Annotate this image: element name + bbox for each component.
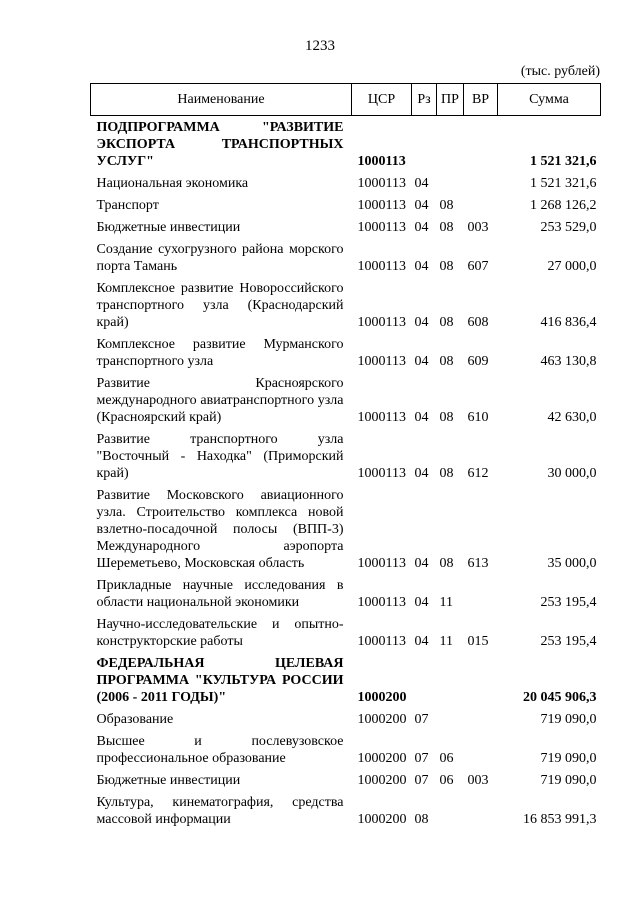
cell-name: Прикладные научные исследования в области национальной экономики (96, 578, 344, 610)
cell-vr: 610 (467, 410, 489, 425)
cell-pr (437, 172, 464, 194)
cell-pr (437, 708, 464, 730)
cell-pr: 08 (439, 259, 454, 274)
cell-vr (464, 172, 498, 194)
cell-sum: 1 521 321,6 (530, 154, 597, 169)
cell-csr: 1000113 (357, 354, 406, 369)
cell-name: Развитие транспортного узла "Восточный - Находка" (Приморский край) (96, 432, 344, 481)
cell-rz (412, 116, 437, 173)
cell-name: Бюджетные инвестиции (96, 773, 241, 788)
cell-vr: 003 (467, 220, 489, 235)
cell-rz: 04 (414, 410, 429, 425)
header-pr: ПР (437, 84, 464, 116)
cell-name: ПОДПРОГРАММА "РАЗВИТИЕ ЭКСПОРТА ТРАНСПОРТНЫХ УСЛУГ" (96, 120, 344, 169)
cell-sum: 1 268 126,2 (530, 198, 597, 213)
cell-rz: 04 (414, 595, 429, 610)
cell-pr (437, 116, 464, 173)
table-row (91, 769, 601, 791)
cell-rz: 04 (414, 354, 429, 369)
cell-csr: 1000200 (357, 751, 407, 766)
cell-pr (437, 652, 464, 708)
table-row (91, 216, 601, 238)
table-row (91, 484, 601, 574)
cell-pr: 08 (439, 466, 454, 481)
table-row (91, 428, 601, 484)
table-header (91, 84, 601, 116)
table-row (91, 791, 601, 830)
cell-csr: 1000113 (357, 466, 406, 481)
cell-name: Комплексное развитие Новороссийского транспортного узла (Краснодарский край) (96, 281, 344, 330)
cell-name: Культура, кинематография, средства массовой информации (96, 795, 344, 827)
cell-csr: 1000113 (357, 556, 406, 571)
cell-sum: 27 000,0 (547, 259, 597, 274)
table-row (91, 333, 601, 372)
cell-vr: 608 (467, 315, 489, 330)
cell-csr: 1000113 (357, 198, 406, 213)
cell-csr: 1000200 (357, 690, 407, 705)
cell-sum: 416 836,4 (540, 315, 597, 330)
cell-sum: 719 090,0 (540, 712, 597, 727)
cell-sum: 719 090,0 (540, 751, 597, 766)
cell-name: Развитие Красноярского международного авиатранспортного узла (Красноярский край) (96, 376, 344, 425)
cell-rz: 04 (414, 556, 429, 571)
table-body (91, 116, 601, 831)
cell-pr (437, 791, 464, 830)
cell-csr: 1000113 (357, 154, 406, 169)
table-row (91, 708, 601, 730)
header-sum: Сумма (498, 84, 601, 116)
cell-sum: 1 521 321,6 (530, 176, 597, 191)
cell-rz: 07 (414, 773, 429, 788)
cell-csr: 1000113 (357, 220, 406, 235)
cell-vr: 003 (467, 773, 489, 788)
cell-pr: 06 (439, 751, 454, 766)
cell-vr (464, 708, 498, 730)
cell-vr (464, 730, 498, 769)
cell-pr: 08 (439, 556, 454, 571)
cell-rz: 04 (414, 466, 429, 481)
cell-rz: 04 (414, 259, 429, 274)
cell-rz: 07 (414, 712, 429, 727)
cell-pr: 08 (439, 354, 454, 369)
units-label: (тыс. рублей) (520, 64, 600, 79)
cell-rz: 08 (414, 812, 429, 827)
cell-csr: 1000113 (357, 595, 406, 610)
cell-pr: 06 (439, 773, 454, 788)
table-row (91, 574, 601, 613)
table-row (91, 730, 601, 769)
cell-rz (412, 652, 437, 708)
cell-sum: 30 000,0 (547, 466, 597, 481)
cell-vr (464, 194, 498, 216)
cell-sum: 42 630,0 (547, 410, 597, 425)
table-row (91, 652, 601, 708)
cell-name: Комплексное развитие Мурманского транспортного узла (96, 337, 344, 369)
cell-vr: 607 (467, 259, 489, 274)
cell-sum: 253 529,0 (540, 220, 597, 235)
cell-name: ФЕДЕРАЛЬНАЯ ЦЕЛЕВАЯ ПРОГРАММА "КУЛЬТУРА РОССИИ (2006 - 2011 ГОДЫ)" (96, 656, 344, 705)
header-name: Наименование (91, 84, 352, 116)
cell-name: Научно-исследовательские и опытно-конструкторские работы (96, 617, 344, 649)
cell-name: Создание сухогрузного района морского порта Тамань (96, 242, 344, 274)
cell-rz: 04 (414, 198, 429, 213)
cell-vr: 612 (467, 466, 489, 481)
cell-pr: 11 (439, 595, 453, 610)
table-row (91, 172, 601, 194)
table-row (91, 372, 601, 428)
cell-pr: 08 (439, 220, 454, 235)
cell-sum: 253 195,4 (540, 595, 597, 610)
cell-sum: 16 853 991,3 (523, 812, 597, 827)
table-row (91, 116, 601, 173)
cell-pr: 08 (439, 198, 454, 213)
cell-name: Высшее и послевузовское профессиональное образование (96, 734, 344, 766)
cell-vr: 609 (467, 354, 489, 369)
cell-rz: 04 (414, 634, 429, 649)
cell-csr: 1000113 (357, 410, 406, 425)
cell-name: Бюджетные инвестиции (96, 220, 241, 235)
cell-pr: 08 (439, 410, 454, 425)
budget-table (90, 83, 601, 830)
cell-sum: 35 000,0 (547, 556, 597, 571)
cell-rz: 04 (414, 220, 429, 235)
cell-csr: 1000200 (357, 812, 407, 827)
cell-name: Образование (96, 712, 174, 727)
cell-rz: 04 (414, 315, 429, 330)
cell-pr: 11 (439, 634, 453, 649)
header-rz: Рз (412, 84, 437, 116)
cell-sum: 20 045 906,3 (523, 690, 597, 705)
header-row (91, 84, 601, 116)
cell-rz: 07 (414, 751, 429, 766)
cell-sum: 463 130,8 (540, 354, 597, 369)
cell-csr: 1000200 (357, 712, 407, 727)
header-csr: ЦСР (352, 84, 412, 116)
cell-csr: 1000200 (357, 773, 407, 788)
cell-name: Национальная экономика (96, 176, 249, 191)
page-number: 1233 (305, 38, 335, 54)
cell-vr: 613 (467, 556, 489, 571)
cell-csr: 1000113 (357, 259, 406, 274)
cell-vr (464, 116, 498, 173)
header-vr: ВР (464, 84, 498, 116)
cell-name: Транспорт (96, 198, 159, 213)
cell-sum: 253 195,4 (540, 634, 597, 649)
cell-csr: 1000113 (357, 634, 406, 649)
cell-vr: 015 (467, 634, 489, 649)
cell-vr (464, 574, 498, 613)
cell-pr: 08 (439, 315, 454, 330)
table-row (91, 613, 601, 652)
cell-sum: 719 090,0 (540, 773, 597, 788)
table-row (91, 238, 601, 277)
table-row (91, 277, 601, 333)
cell-rz: 04 (414, 176, 429, 191)
cell-vr (464, 652, 498, 708)
cell-csr: 1000113 (357, 315, 406, 330)
table-row (91, 194, 601, 216)
cell-csr: 1000113 (357, 176, 406, 191)
cell-name: Развитие Московского авиационного узла. Строительство комплекса новой взлетно-посадочной полосы (ВПП-3) Международного аэропорта Шереметьево, Московская область (96, 488, 344, 571)
cell-vr (464, 791, 498, 830)
